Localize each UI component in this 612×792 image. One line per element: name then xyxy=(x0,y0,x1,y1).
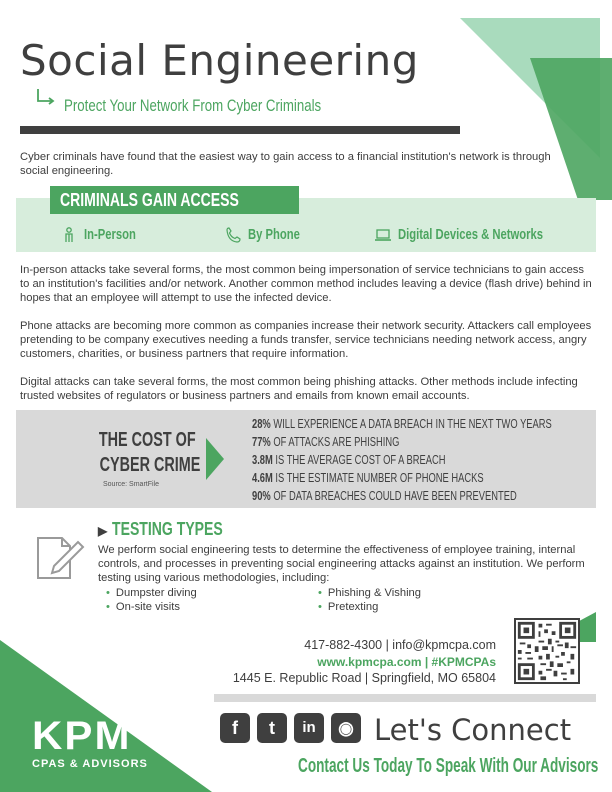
laptop-icon xyxy=(374,227,392,243)
channel-label: By Phone xyxy=(248,226,300,243)
method-item: • On-site visits xyxy=(106,601,180,613)
stat-item: 28% WILL EXPERIENCE A DATA BREACH IN THE NEXT TWO YEARS xyxy=(252,416,552,431)
contact-address: 1445 E. Republic Road | Springfield, MO 65804 xyxy=(232,671,496,685)
stat-item: 90% OF DATA BREACHES COULD HAVE BEEN PREVENTED xyxy=(252,488,517,503)
twitter-icon[interactable]: t xyxy=(257,713,287,743)
method-item: • Phishing & Vishing xyxy=(318,587,421,599)
contact-web[interactable]: www.kpmcpa.com | #KPMCPAs xyxy=(317,655,496,669)
cost-source: Source: SmartFile xyxy=(102,481,160,488)
digital-paragraph: Digital attacks can take several forms, the most common being phishing attacks. Other methods include infecting trusted websites of regulators or business partners and emails from known email accounts. xyxy=(20,376,578,402)
corner-arrow-icon xyxy=(36,88,56,108)
kpm-logo[interactable]: KPM CPAS & ADVISORS xyxy=(32,714,148,770)
phone-icon xyxy=(224,227,242,243)
person-icon xyxy=(60,227,78,243)
contact-cta: Contact Us Today To Speak With Our Advisors xyxy=(298,755,599,777)
chevron-right-icon xyxy=(206,438,224,480)
header-rule xyxy=(20,126,460,134)
channel-in-person xyxy=(60,226,153,243)
testing-text: We perform social engineering tests to determine the effectiveness of employee training, internal controls, and processes in preventing social engineering attacks against an institution. We perform testing using various methodologies, including: xyxy=(98,544,585,584)
channel-digital xyxy=(374,226,591,243)
linkedin-icon[interactable]: in xyxy=(294,713,324,743)
facebook-icon[interactable]: f xyxy=(220,713,250,743)
method-item: • Pretexting xyxy=(318,601,378,613)
channel-label: In-Person xyxy=(84,226,136,243)
intro-text: Cyber criminals have found that the easiest way to gain access to a financial institution's network is through social engineering. xyxy=(20,151,551,177)
document-edit-icon xyxy=(34,530,86,582)
channel-by-phone xyxy=(224,226,317,243)
cost-title: THE COST OF CYBER CRIME xyxy=(98,429,201,476)
channel-label: Digital Devices & Networks xyxy=(398,226,544,243)
qr-code[interactable] xyxy=(514,618,580,684)
stat-item: 4.6M IS THE ESTIMATE NUMBER OF PHONE HACKS xyxy=(252,470,484,485)
page-subtitle: Protect Your Network From Cyber Criminals xyxy=(64,96,322,115)
in-person-paragraph: In-person attacks take several forms, the most common being impersonation of service technicians to gain access to an institution's facilities and/or network. Another common method includes leaving a device (flash drive) behind in hopes that an employee will attempt to use the infected device. xyxy=(20,264,592,304)
play-arrow-icon: ▶ xyxy=(98,524,108,538)
testing-heading: ▶ TESTING TYPES xyxy=(98,519,224,539)
lets-connect-heading: Let's Connect xyxy=(374,713,572,747)
stat-item: 77% OF ATTACKS ARE PHISHING xyxy=(252,434,400,449)
stat-item: 3.8M IS THE AVERAGE COST OF A BREACH xyxy=(252,452,446,467)
page-title: Social Engineering xyxy=(20,36,419,85)
phone-paragraph: Phone attacks are becoming more common as companies increase their network security. Attackers call employees pretending to be company executives needing a funds transfer, service technicians needing network access, angry customers, charities, or business partners that require information. xyxy=(20,320,592,360)
method-item: • Dumpster diving xyxy=(106,587,197,599)
footer-rule xyxy=(214,694,596,702)
contact-phone-email: 417-882-4300 | info@kpmcpa.com xyxy=(304,638,496,652)
access-heading: CRIMINALS GAIN ACCESS xyxy=(50,186,299,214)
instagram-icon[interactable]: ◉ xyxy=(331,713,361,743)
